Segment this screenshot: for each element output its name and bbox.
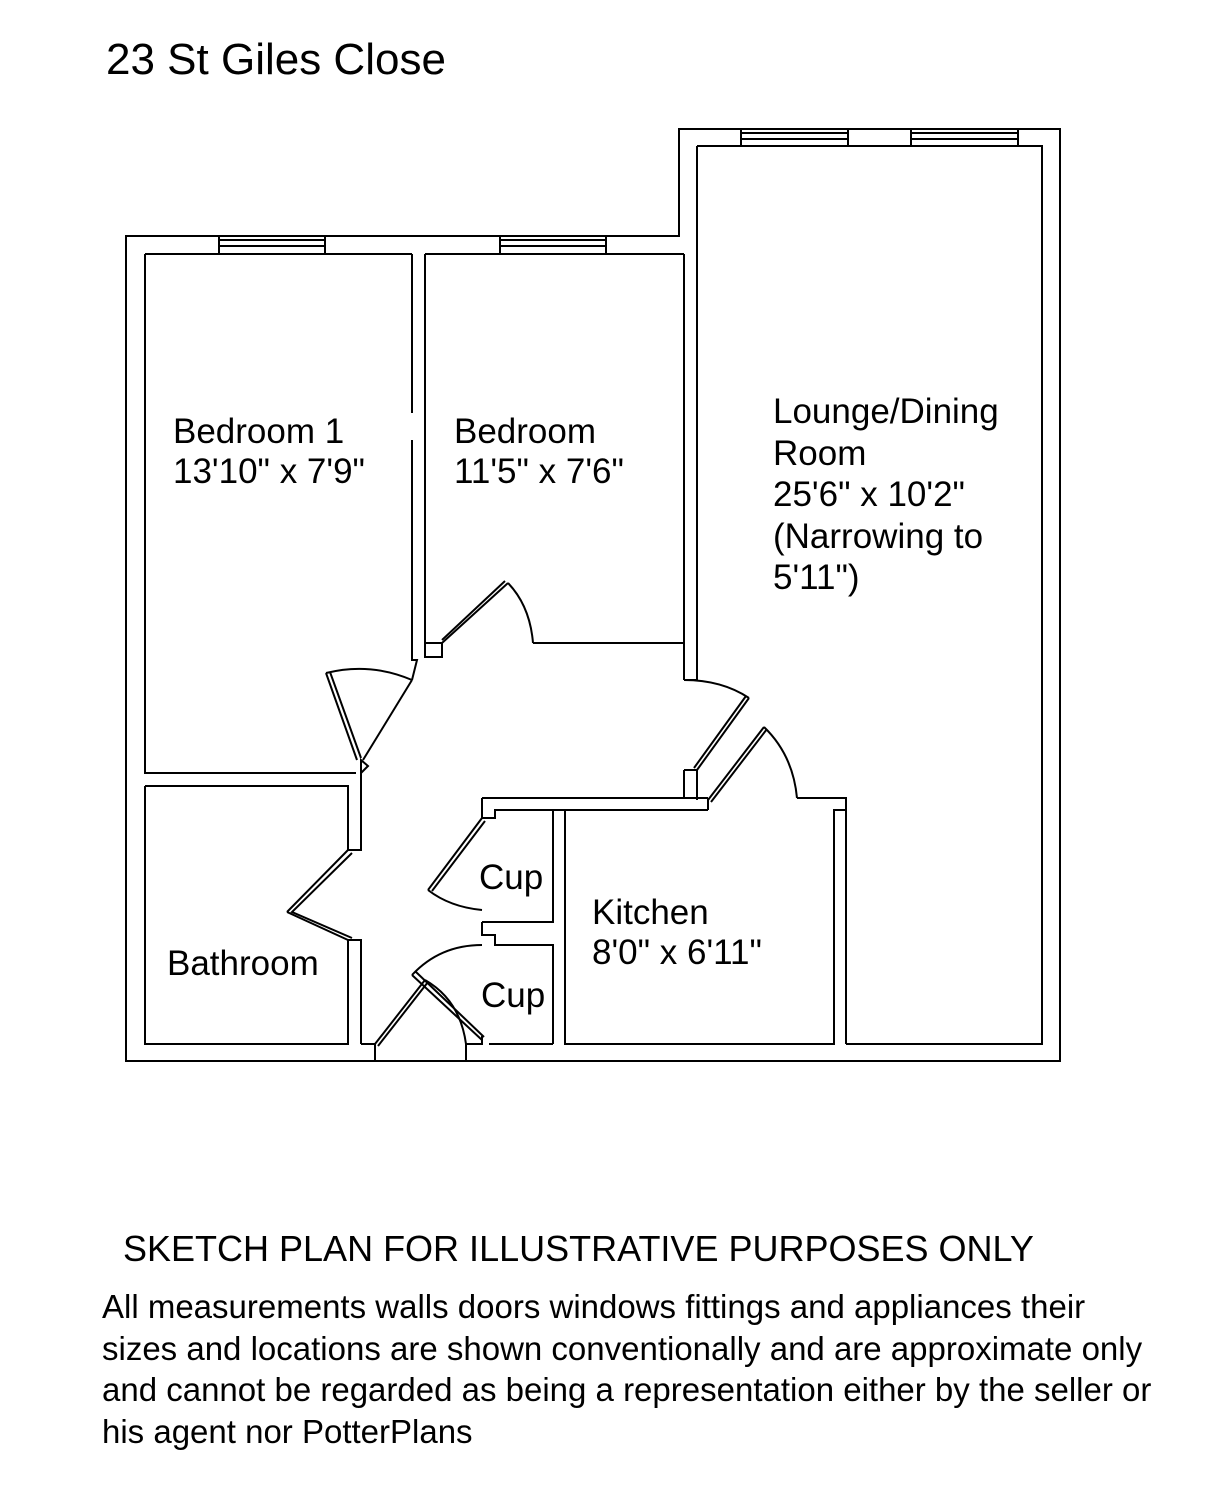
- kitchen-door: [708, 727, 797, 802]
- kitchen-name: Kitchen: [592, 893, 709, 932]
- bedroom1-size: 13'10" x 7'9": [173, 452, 365, 491]
- disclaimer-text: [102, 1286, 1151, 1452]
- bedroom2-label: [454, 412, 624, 492]
- entrance-door: [361, 980, 482, 1061]
- disclaimer-heading: SKETCH PLAN FOR ILLUSTRATIVE PURPOSES ONLY: [123, 1228, 1034, 1269]
- lounge-line: (Narrowing to: [773, 516, 984, 556]
- kitchen-label: [592, 893, 762, 973]
- plan-title: 23 St Giles Close: [106, 35, 446, 84]
- lounge-label: [773, 391, 999, 599]
- window-lounge-left: [741, 129, 848, 146]
- window-bedroom2: [500, 236, 606, 254]
- bedroom1-label: [173, 412, 365, 492]
- cupboard1-name: Cup: [479, 858, 544, 897]
- bedroom1-walls: [145, 254, 417, 773]
- bedroom1-name: Bedroom 1: [173, 412, 345, 451]
- bathroom-walls: [145, 760, 368, 1044]
- lounge-line: 5'11"): [773, 558, 860, 597]
- window-bedroom1: [219, 236, 325, 254]
- window-lounge-right: [911, 129, 1018, 146]
- cupboard1-label: [479, 858, 543, 898]
- lounge-line: 25'6" x 10'2": [773, 475, 965, 514]
- bedroom2-size: 11'5" x 7'6": [454, 452, 624, 491]
- cupboard2-label: [481, 976, 545, 1016]
- lounge-wall: [684, 146, 697, 800]
- disclaimer-line: and cannot be regarded as being a representation either by the seller or: [102, 1371, 1152, 1408]
- cupboard1-door: [428, 818, 485, 910]
- cupboard2-name: Cup: [481, 976, 546, 1015]
- bedroom2-door: [442, 581, 533, 643]
- lounge-door: [684, 680, 749, 770]
- bathroom-door: [292, 853, 352, 938]
- disclaimer-line: sizes and locations are shown conventionally and are approximate only: [102, 1329, 1143, 1367]
- bathroom-label: [167, 944, 319, 984]
- kitchen-size: 8'0" x 6'11": [592, 933, 762, 972]
- lounge-line: Room: [773, 433, 867, 473]
- bathroom-name: Bathroom: [167, 944, 319, 983]
- lounge-line: Lounge/Dining: [773, 392, 999, 431]
- disclaimer-line: All measurements walls doors windows fittings and appliances their: [102, 1288, 1086, 1325]
- cupboard2-door: [412, 945, 484, 1040]
- disclaimer-line: his agent nor PotterPlans: [102, 1412, 473, 1450]
- bedroom1-door: [326, 669, 412, 760]
- bedroom2-name: Bedroom: [454, 412, 597, 451]
